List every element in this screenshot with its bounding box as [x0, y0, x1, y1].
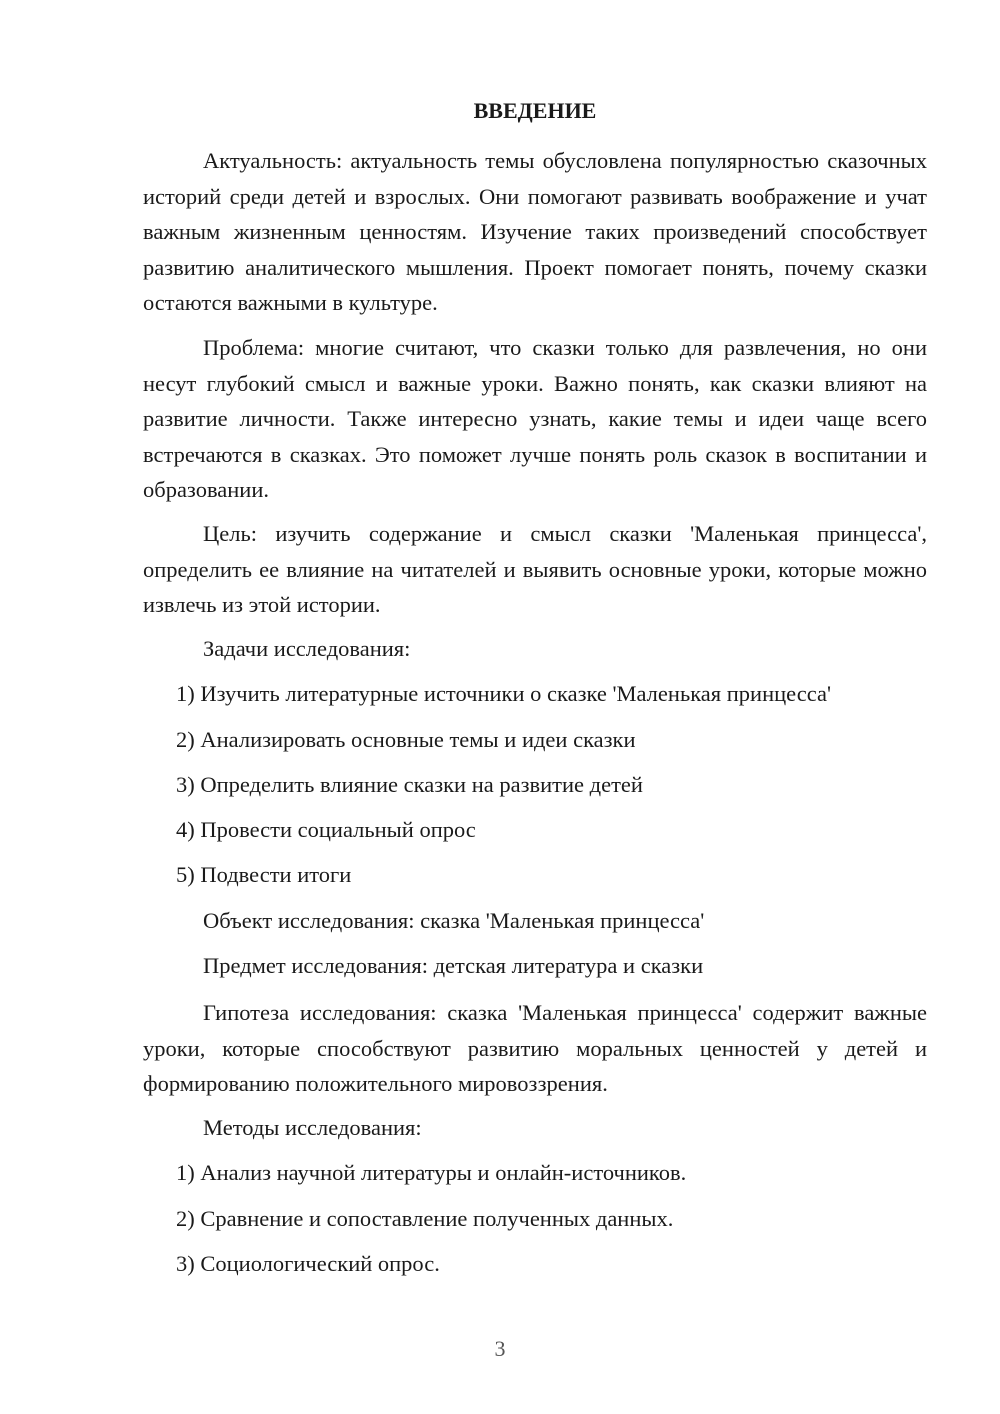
hypothesis-paragraph: Гипотеза исследования: сказка 'Маленькая принцесса' содержит важные уроки, которые способствуют развитию моральных ценностей у детей и формированию положительного мировоззрения.: [143, 1000, 927, 1096]
list-item: 3) Определить влияние сказки на развитие детей: [176, 772, 643, 797]
methods-title: Методы исследования:: [203, 1115, 422, 1140]
list-item: 5) Подвести итоги: [176, 862, 352, 887]
section-heading: ВВЕДЕНИЕ: [473, 98, 597, 123]
research-subject: Предмет исследования: детская литература и сказки: [203, 953, 704, 978]
goal-paragraph: Цель: изучить содержание и смысл сказки 'Маленькая принцесса', определить ее влияние на читателей и выявить основные уроки, которые можно извлечь из этой истории.: [143, 521, 927, 617]
relevance-paragraph: Актуальность: актуальность темы обусловлена популярностью сказочных историй среди детей и взрослых. Они помогают развивать воображение и учат важным жизненным ценностям. Изучение таких произведений способствует развитию аналитического мышления. Проект помогает понять, почему сказки остаются важными в культуре.: [143, 148, 927, 315]
list-item: 3) Социологический опрос.: [176, 1251, 440, 1276]
list-item: 2) Анализировать основные темы и идеи сказки: [176, 727, 636, 752]
research-object: Объект исследования: сказка 'Маленькая принцесса': [203, 908, 705, 933]
tasks-title: Задачи исследования:: [203, 636, 411, 661]
document-page: [143, 0, 927, 1414]
list-item: 4) Провести социальный опрос: [176, 817, 476, 842]
list-item: 1) Изучить литературные источники о сказке 'Маленькая принцесса': [176, 681, 832, 706]
problem-paragraph: Проблема: многие считают, что сказки только для развлечения, но они несут глубокий смысл и важные уроки. Важно понять, как сказки влияют на развитие личности. Также интересно узнать, какие темы и идеи чаще всего встречаются в сказках. Это поможет лучше понять роль сказок в воспитании и образовании.: [143, 335, 927, 502]
page-number: 3: [494, 1336, 506, 1361]
list-item: 2) Сравнение и сопоставление полученных данных.: [176, 1206, 674, 1231]
list-item: 1) Анализ научной литературы и онлайн-источников.: [176, 1160, 687, 1185]
